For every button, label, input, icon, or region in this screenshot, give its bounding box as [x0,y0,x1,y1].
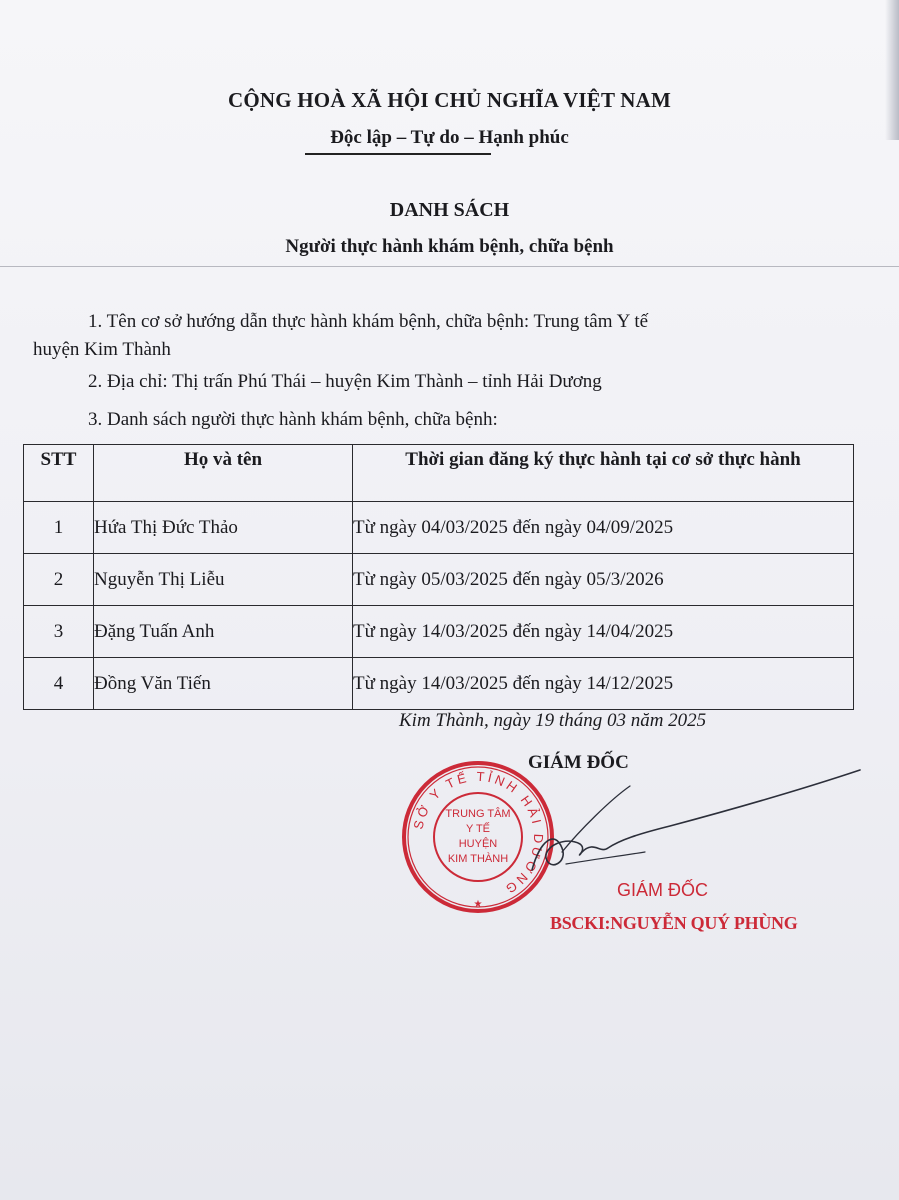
header-stt: STT [24,445,94,502]
row-stt: 1 [24,502,94,554]
row-name: Đồng Văn Tiến [94,658,353,710]
seal-line-4: KIM THÀNH [447,853,509,865]
seal-line-2: Y TẾ [465,823,491,835]
item-2-address: 2. Địa chỉ: Thị trấn Phú Thái – huyện Kim Thành – tỉnh Hải Dương [88,371,602,392]
row-stt: 2 [24,554,94,606]
row-period: Từ ngày 04/03/2025 đến ngày 04/09/2025 [353,502,854,554]
signer-stamp-title: GIÁM ĐỐC [617,880,709,900]
paper-fold-line [0,266,899,267]
table-row [24,554,854,606]
header-name: Họ và tên [94,445,353,502]
row-period: Từ ngày 14/03/2025 đến ngày 14/04/2025 [353,606,854,658]
place-and-date: Kim Thành, ngày 19 tháng 03 năm 2025 [399,710,707,731]
motto-heading: Độc lập – Tự do – Hạnh phúc [330,127,569,148]
seal-line-3: HUYỆN [458,838,498,850]
row-name: Hứa Thị Đức Thảo [94,502,353,554]
item-1-line-1: 1. Tên cơ sở hướng dẫn thực hành khám bệnh, chữa bệnh: Trung tâm Y tế [88,311,649,332]
document-title: DANH SÁCH [389,199,510,221]
page-edge-shadow [885,0,899,140]
table-header-row [24,445,854,502]
row-stt: 4 [24,658,94,710]
seal-ring-text: SỞ Y TẾ TỈNH HẢI DƯƠNG [410,768,547,899]
table-row [24,606,854,658]
item-1-line-2: huyện Kim Thành [33,339,171,360]
row-name: Đặng Tuấn Anh [94,606,353,658]
signer-stamp-name: BSCKI:NGUYỄN QUÝ PHÙNG [550,913,798,933]
document-subtitle: Người thực hành khám bệnh, chữa bệnh [285,236,614,257]
seal-star: ★ [473,899,483,910]
nation-heading: CỘNG HOÀ XÃ HỘI CHỦ NGHĨA VIỆT NAM [228,88,671,112]
seal-line-1: TRUNG TÂM [445,808,511,820]
item-3-list-intro: 3. Danh sách người thực hành khám bệnh, chữa bệnh: [88,409,498,430]
row-name: Nguyễn Thị Liễu [94,554,353,606]
row-stt: 3 [24,606,94,658]
row-period: Từ ngày 05/03/2025 đến ngày 05/3/2026 [353,554,854,606]
table-row [24,658,854,710]
practitioner-table [23,444,854,710]
motto-underline [305,153,491,155]
director-title: GIÁM ĐỐC [528,752,629,773]
table-row [24,502,854,554]
header-period: Thời gian đăng ký thực hành tại cơ sở thực hành [353,445,854,502]
row-period: Từ ngày 14/03/2025 đến ngày 14/12/2025 [353,658,854,710]
